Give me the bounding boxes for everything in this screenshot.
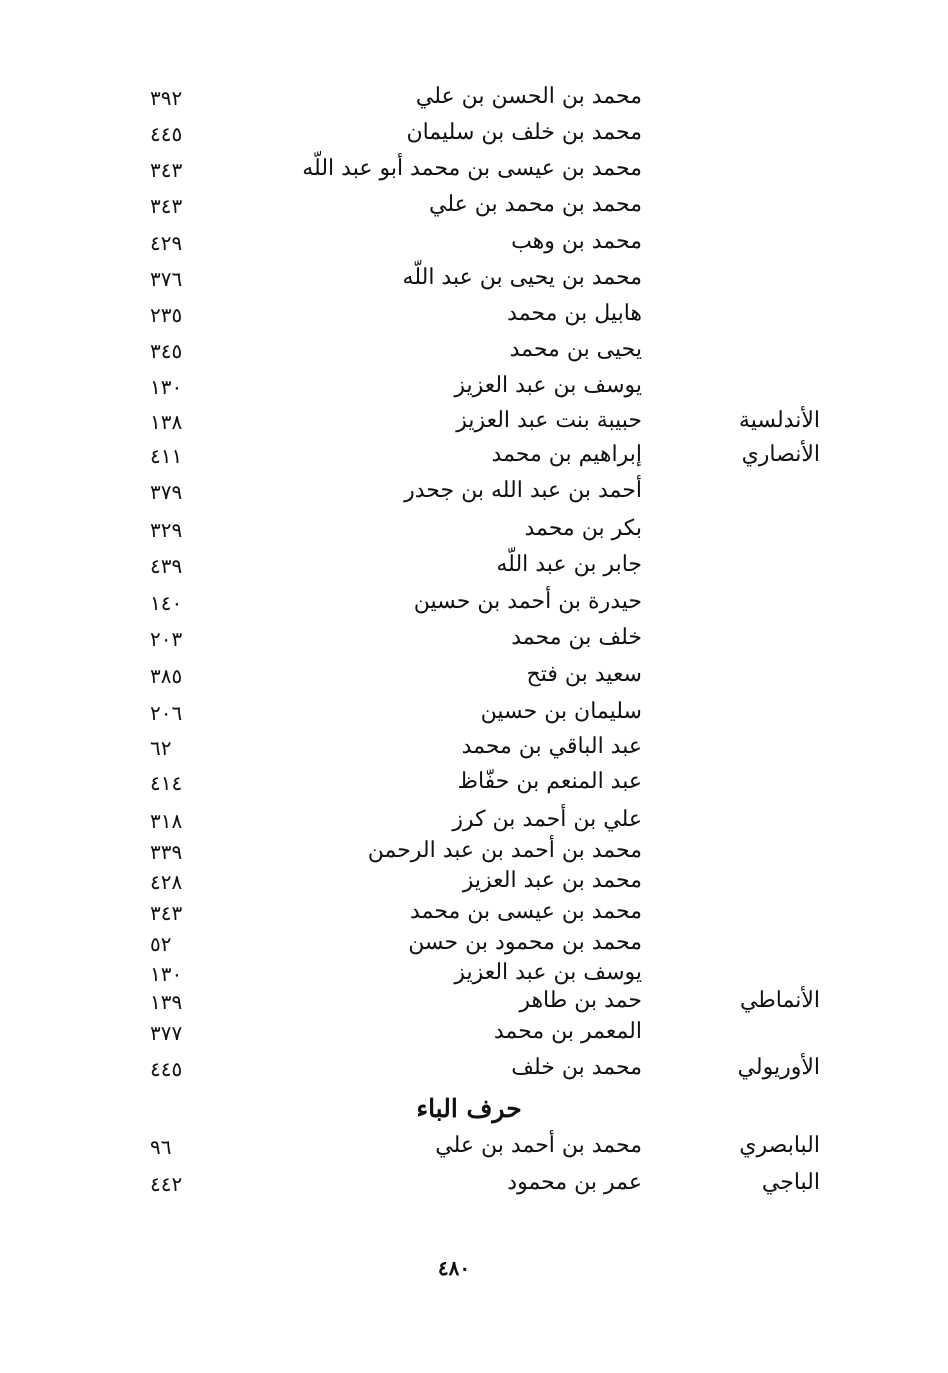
- index-entry: [0, 552, 948, 588]
- entry-name: المعمر بن محمد: [493, 1019, 642, 1044]
- entry-nisba: الباجي: [761, 1170, 820, 1195]
- entry-page-number: ٣٤٣: [150, 158, 183, 182]
- entry-name: خلف بن محمد: [511, 625, 642, 650]
- index-entry: [0, 1019, 948, 1055]
- entry-page-number: ٣٨٥: [150, 664, 183, 688]
- entry-name: محمد بن خلف: [511, 1055, 642, 1080]
- entry-name: محمد بن عيسى بن محمد: [410, 899, 642, 924]
- entry-page-number: ٤٣٩: [150, 554, 183, 578]
- index-entry: [0, 265, 948, 301]
- index-entry: [0, 192, 948, 228]
- index-entry: [0, 373, 948, 409]
- entry-name: محمد بن خلف بن سليمان: [406, 120, 642, 145]
- entry-page-number: ٤٢٨: [150, 870, 183, 894]
- index-entry: [0, 120, 948, 156]
- entry-name: حمد بن طاهر: [519, 988, 642, 1013]
- entry-page-number: ٤٤٢: [150, 1172, 183, 1196]
- index-entry: [0, 1133, 948, 1169]
- entry-name: إبراهيم بن محمد: [491, 442, 642, 467]
- entry-page-number: ٤١٤: [150, 771, 183, 795]
- entry-nisba: الأنصاري: [741, 442, 820, 467]
- entry-name: يحيى بن محمد: [509, 337, 642, 362]
- entry-name: علي بن أحمد بن كرز: [452, 807, 642, 832]
- index-entry: [0, 156, 948, 192]
- entry-name: محمد بن عبد العزيز: [462, 868, 642, 893]
- index-entry: [0, 408, 948, 444]
- entry-name: حبيبة بنت عبد العزيز: [456, 408, 642, 433]
- index-entry: [0, 1170, 948, 1206]
- entry-page-number: ٣٧٧: [150, 1021, 183, 1045]
- entry-page-number: ١٣٠: [150, 375, 183, 399]
- entry-page-number: ٣٧٦: [150, 267, 183, 291]
- entry-name: عبد الباقي بن محمد: [461, 734, 642, 759]
- entry-page-number: ٤١١: [150, 444, 183, 468]
- entry-name: محمد بن يحيى بن عبد اللّه: [402, 265, 642, 290]
- entry-page-number: ٦٢: [150, 736, 172, 760]
- entry-page-number: ٢٣٥: [150, 303, 183, 327]
- entry-page-number: ٣١٨: [150, 809, 183, 833]
- entry-name: يوسف بن عبد العزيز: [454, 373, 642, 398]
- entry-nisba: البابصري: [739, 1133, 820, 1158]
- entry-page-number: ١٣٠: [150, 962, 183, 986]
- index-entry: [0, 625, 948, 661]
- entry-name: هابيل بن محمد: [507, 301, 642, 326]
- entry-name: محمد بن الحسن بن علي: [415, 84, 642, 109]
- page-number-text: ٤٨٠: [437, 1256, 471, 1280]
- entry-page-number: ٣٤٣: [150, 901, 183, 925]
- entry-page-number: ١٣٨: [150, 410, 183, 434]
- section-heading: [0, 1094, 948, 1123]
- entry-page-number: ٢٠٣: [150, 627, 183, 651]
- entry-page-number: ١٣٩: [150, 990, 183, 1014]
- entry-name: محمد بن أحمد بن عبد الرحمن: [367, 838, 642, 863]
- index-entry: [0, 516, 948, 552]
- index-entry: [0, 662, 948, 698]
- index-entry: [0, 84, 948, 120]
- entry-name: حيدرة بن أحمد بن حسين: [413, 589, 642, 614]
- entry-nisba: الأنماطي: [739, 988, 820, 1013]
- entry-page-number: ٩٦: [150, 1135, 172, 1159]
- entry-page-number: ٣٣٩: [150, 840, 183, 864]
- entry-nisba: الأندلسية: [738, 408, 820, 433]
- entry-name: يوسف بن عبد العزيز: [454, 960, 642, 985]
- entry-page-number: ٤٢٩: [150, 231, 183, 255]
- entry-name: سليمان بن حسين: [480, 699, 642, 724]
- entry-name: أحمد بن عبد الله بن جحدر: [404, 478, 642, 503]
- entry-name: محمد بن محمد بن علي: [429, 192, 642, 217]
- entry-page-number: ٣٤٣: [150, 194, 183, 218]
- index-entry: [0, 478, 948, 514]
- entry-name: محمد بن عيسى بن محمد أبو عبد اللّه: [302, 156, 642, 181]
- index-entry: [0, 699, 948, 735]
- entry-page-number: ٣٢٩: [150, 518, 183, 542]
- index-entry: [0, 301, 948, 337]
- index-entry: [0, 734, 948, 770]
- entry-name: محمد بن وهب: [511, 229, 642, 254]
- entry-page-number: ٢٠٦: [150, 701, 183, 725]
- entry-name: بكر بن محمد: [524, 516, 642, 541]
- entry-name: محمد بن محمود بن حسن: [408, 930, 642, 955]
- index-entry: [0, 337, 948, 373]
- entry-name: عبد المنعم بن حفّاظ: [457, 769, 642, 794]
- section-heading-text: حرف الباء: [416, 1094, 522, 1123]
- entry-page-number: ٤٤٥: [150, 1057, 183, 1081]
- entry-page-number: ١٤٠: [150, 591, 183, 615]
- entry-name: محمد بن أحمد بن علي: [435, 1133, 642, 1158]
- index-entry: [0, 769, 948, 805]
- page-number: [0, 1256, 948, 1280]
- entry-page-number: ٤٤٥: [150, 122, 183, 146]
- entry-page-number: ٣٤٥: [150, 339, 183, 363]
- entry-name: سعيد بن فتح: [526, 662, 642, 687]
- entry-name: جابر بن عبد اللّه: [496, 552, 642, 577]
- index-entry: [0, 229, 948, 265]
- entry-page-number: ٣٧٩: [150, 480, 183, 504]
- entry-nisba: الأوريولي: [737, 1055, 820, 1080]
- entry-page-number: ٣٩٢: [150, 86, 183, 110]
- index-entry: [0, 589, 948, 625]
- entry-page-number: ٥٢: [150, 932, 172, 956]
- index-entry: [0, 442, 948, 478]
- entry-name: عمر بن محمود: [507, 1170, 642, 1195]
- index-entry: [0, 1055, 948, 1091]
